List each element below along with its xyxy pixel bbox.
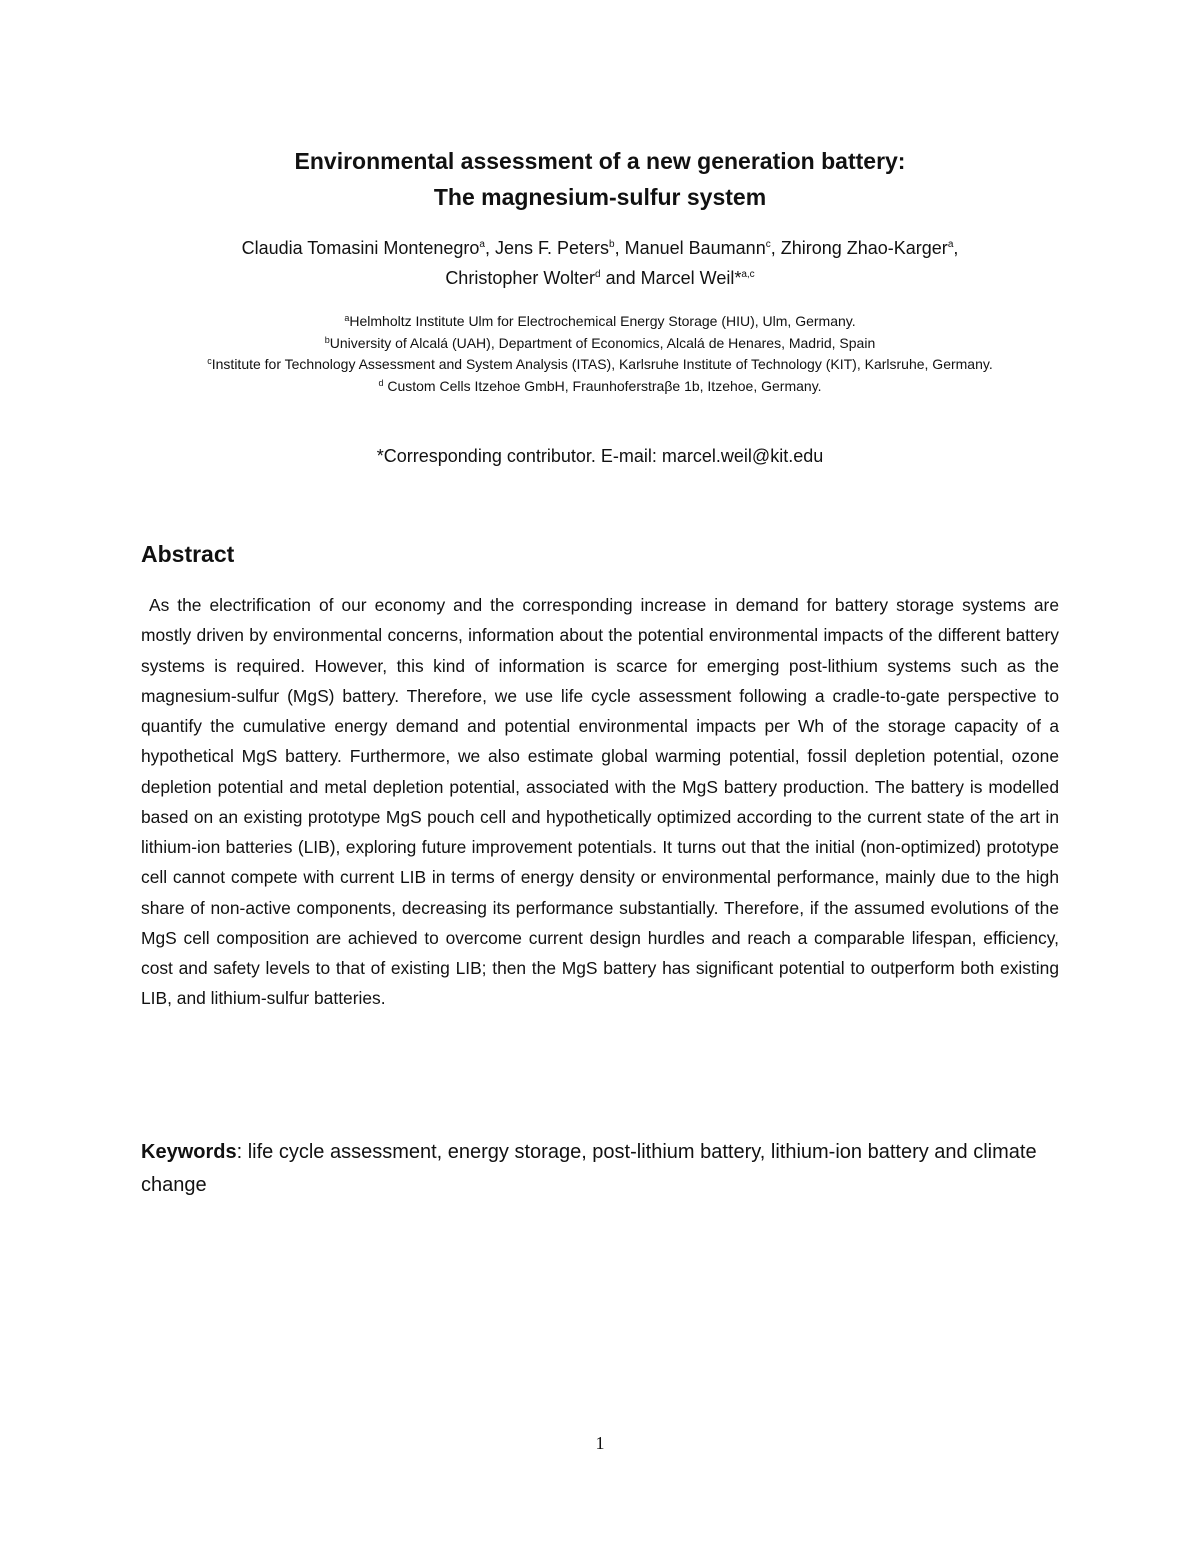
author-affiliation-mark: d — [595, 269, 601, 280]
author-separator: , — [484, 238, 495, 258]
affiliation — [0, 311, 1200, 333]
author-list — [0, 233, 1200, 293]
affiliation — [0, 376, 1200, 398]
affiliation — [0, 333, 1200, 355]
affiliation-text: Helmholtz Institute Ulm for Electrochemical Energy Storage (HIU), Ulm, Germany. — [349, 313, 856, 329]
keywords-label: Keywords — [141, 1141, 237, 1163]
author-name: Marcel Weil* — [640, 268, 742, 288]
title-line-1: Environmental assessment of a new generation battery: — [294, 148, 906, 174]
keywords-text: : life cycle assessment, energy storage, post-lithium battery, lithium-ion battery and climate change — [141, 1141, 1037, 1196]
author-name: Zhirong Zhao-Karger — [780, 238, 948, 258]
author-affiliation-mark: b — [609, 239, 615, 250]
keywords — [141, 1136, 1059, 1202]
author-line-2 — [0, 263, 1200, 293]
author-separator: , — [614, 238, 625, 258]
page-number: 1 — [595, 1433, 605, 1453]
affiliation-text: University of Alcalá (UAH), Department of Economics, Alcalá de Henares, Madrid, Spain — [329, 334, 876, 351]
abstract-text: As the electrification of our economy and the corresponding increase in demand for battery storage systems are mostly driven by environmental concerns, information about the potential environmental impacts of the different battery systems is required. However, this kind of information is scarce for emerging post-lithium systems such as the magnesium-sulfur (MgS) battery. Therefore, we use life cycle assessment following a cradle-to-gate perspective to quantify the cumulative energy demand and potential environmental impacts per Wh of the storage capacity of a hypothetical MgS battery. Furthermore, we also estimate global warming potential, fossil depletion potential, ozone depletion potential and metal depletion potential, associated with the MgS battery production. The battery is modelled based on an existing prototype MgS pouch cell and hypothetically optimized according to the current state of the art in lithium-ion batteries (LIB), exploring future improvement potentials. It turns out that the initial (non-optimized) prototype cell cannot compete with current LIB in terms of energy density or environmental performance, mainly due to the high share of non-active components, decreasing its performance substantially. Therefore, if the assumed evolutions of the MgS cell composition are achieved to overcome current design hurdles and reach a comparable lifespan, efficiency, cost and safety levels to that of existing LIB; then the MgS battery has significant potential to outperform both existing LIB, and lithium-sulfur batteries. — [141, 595, 1059, 1009]
affiliation-mark: b — [324, 334, 330, 345]
author-separator: , — [953, 238, 959, 258]
author-affiliation-mark: a — [479, 239, 485, 250]
author-separator: , — [770, 238, 781, 258]
author-line-1 — [0, 233, 1200, 263]
affiliation-text: Custom Cells Itzehoe GmbH, Fraunhoferstraβe 1b, Itzehoe, Germany. — [383, 377, 822, 394]
author-name: Manuel Baumann — [624, 238, 766, 258]
author-affiliation-mark: c — [765, 239, 771, 250]
affiliation-mark: c — [207, 356, 212, 366]
abstract-heading: Abstract — [141, 541, 235, 567]
affiliation-mark: a — [344, 313, 350, 323]
author-name: Claudia Tomasini Montenegro — [241, 238, 480, 258]
affiliation — [0, 354, 1200, 376]
affiliation-mark: d — [378, 377, 384, 388]
author-separator: and — [600, 268, 641, 288]
affiliation-list — [0, 311, 1200, 397]
abstract-body — [141, 590, 1059, 1014]
author-affiliation-mark: a,c — [741, 269, 755, 280]
corresponding-author-note: *Corresponding contributor. E-mail: marcel.weil@kit.edu — [376, 446, 824, 466]
title-line-2: The magnesium-sulfur system — [433, 184, 767, 210]
affiliation-text: Institute for Technology Assessment and System Analysis (ITAS), Karlsruhe Institute of Technology (KIT), Karlsruhe, Germany. — [211, 356, 993, 372]
author-affiliation-mark: a — [947, 239, 954, 250]
author-name: Jens F. Peters — [494, 238, 610, 258]
author-name: Christopher Wolter — [445, 268, 596, 288]
paper-title — [0, 143, 1200, 215]
